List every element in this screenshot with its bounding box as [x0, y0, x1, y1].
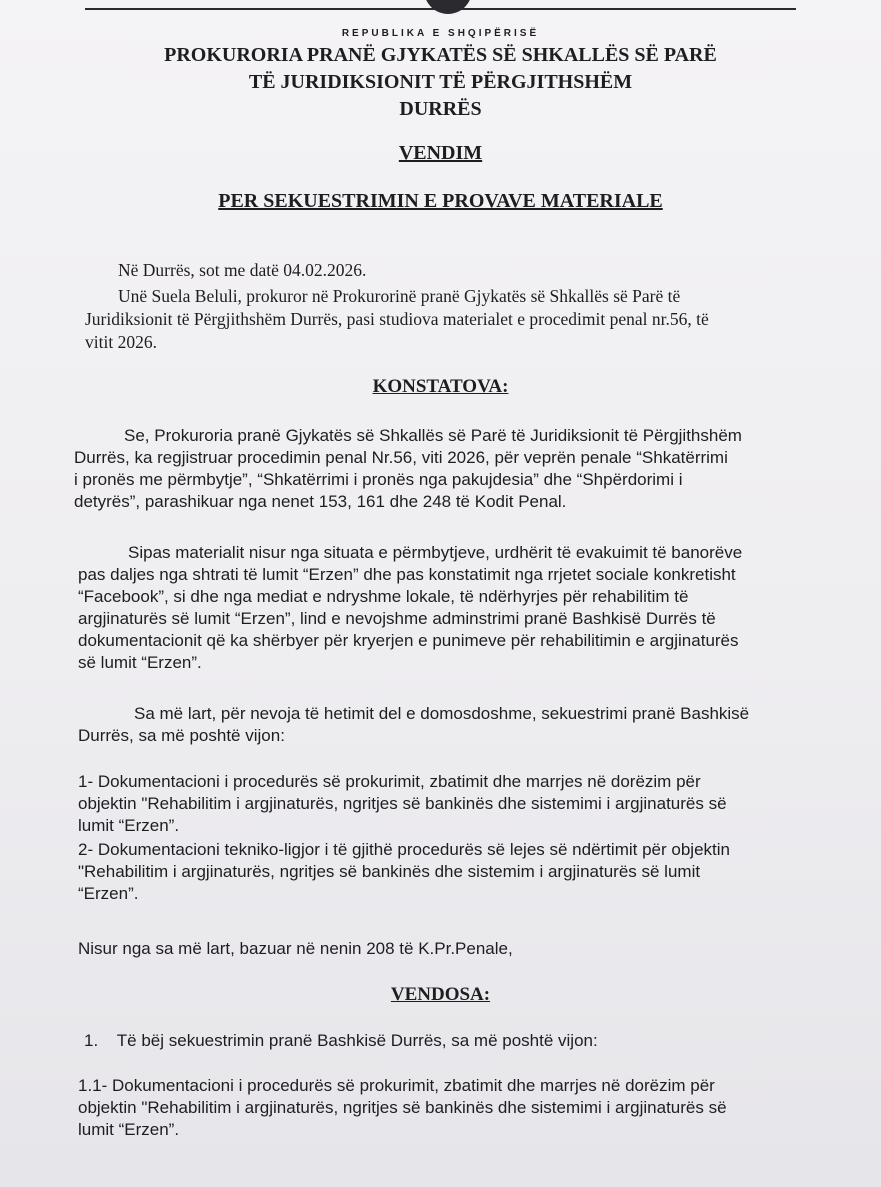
item-1 [78, 771, 808, 837]
text-line: Durrës, sa më poshtë vijon: [78, 726, 285, 745]
decision-1-1 [78, 1075, 808, 1141]
text-line: Unë Suela Beluli, prokuror në Prokurorinë pranë Gjykatës së Shkallës së Parë të [118, 286, 681, 306]
section-konstatova: KONSTATOVA: [372, 376, 509, 397]
document-subject: PER SEKUESTRIMIN E PROVAVE MATERIALE [218, 190, 663, 212]
text-line: "Rehabilitim i argjinaturës, ngritjes së bankinës dhe sistemim i argjinaturës së lumit [78, 862, 701, 881]
decision-1: 1. Të bëj sekuestrimin pranë Bashkisë Durrës, sa më poshtë vijon: [84, 1031, 598, 1050]
text-line: objektin "Rehabilitim i argjinaturës, ngritjes së bankinës dhe sistemimi i argjinaturës së [78, 794, 727, 813]
item-2 [78, 839, 808, 905]
text-line: pas daljes nga shtrati të lumit “Erzen” dhe pas konstatimit nga rrjetet sociale konkretisht [78, 565, 736, 584]
text-line: “Facebook”, si dhe nga mediat e ndryshme lokale, të ndërhyrjes për rehabilitim të [78, 587, 689, 606]
legal-basis: Nisur nga sa më lart, bazuar në nenin 208 të K.Pr.Penale, [78, 939, 513, 958]
paragraph-3 [78, 703, 808, 747]
text-line: 1.1- Dokumentacioni i procedurës së prokurimit, zbatimit dhe marrjes në dorëzim për [78, 1076, 715, 1095]
text-line: lumit “Erzen”. [78, 816, 180, 835]
paragraph-1 [74, 425, 810, 513]
text-line: së lumit “Erzen”. [78, 653, 202, 672]
text-line: 2- Dokumentacioni tekniko-ligjor i të gjithë procedurës së lejes së ndërtimit për objektin [78, 840, 730, 859]
state-emblem [424, 0, 472, 14]
text-line: argjinaturës së lumit “Erzen”, lind e nevojshme adminstrimi pranë Bashkisë Durrës të [78, 609, 716, 628]
text-line: objektin "Rehabilitim i argjinaturës, ngritjes së bankinës dhe sistemimi i argjinaturës së [78, 1098, 727, 1117]
text-line: Sipas materialit nisur nga situata e përmbytjeve, urdhërit të evakuimit të banorëve [128, 543, 743, 562]
text-line: dokumentacionit që ka shërbyer për kryerjen e punimeve për rehabilitimin e argjinaturës [78, 631, 739, 650]
institution-line-2: TË JURIDIKSIONIT TË PËRGJITHSHËM [248, 71, 633, 93]
paragraph-2 [78, 542, 808, 674]
institution-line-1: PROKURORIA PRANË GJYKATËS SË SHKALLËS SË PARË [164, 44, 717, 66]
text-line: Juridiksionit të Përgjithshëm Durrës, pasi studiova materialet e procedimit penal nr.56, të [85, 309, 709, 329]
text-line: lumit “Erzen”. [78, 1120, 180, 1139]
text-line: i pronës me përmbytje”, “Shkatërrimi i pronës nga pakujdesia” dhe “Shpërdorimi i [74, 470, 683, 489]
text-line: 1- Dokumentacioni i procedurës së prokurimit, zbatimit dhe marrjes në dorëzim për [78, 772, 701, 791]
text-line: “Erzen”. [78, 884, 139, 903]
text-line: vitit 2026. [85, 332, 157, 352]
text-line: Se, Prokuroria pranë Gjykatës së Shkallës së Parë të Juridiksionit të Përgjithshëm [124, 426, 742, 445]
text-line: Sa më lart, për nevoja të hetimit del e domosdoshme, sekuestrimi pranë Bashkisë [134, 704, 750, 723]
prosecutor-paragraph [85, 285, 815, 354]
institution-line-3: DURRËS [399, 98, 482, 120]
text-line: detyrës”, parashikuar nga nenet 153, 161 dhe 248 të Kodit Penal. [74, 492, 567, 511]
republic-label: REPUBLIKA E SHQIPËRISË [341, 28, 540, 39]
document-title: VENDIM [398, 142, 483, 164]
section-vendosa: VENDOSA: [390, 984, 491, 1005]
date-line: Në Durrës, sot me datë 04.02.2026. [118, 260, 367, 280]
text-line: Durrës, ka regjistruar procedimin penal Nr.56, viti 2026, për veprën penale “Shkatërrimi [74, 448, 728, 467]
